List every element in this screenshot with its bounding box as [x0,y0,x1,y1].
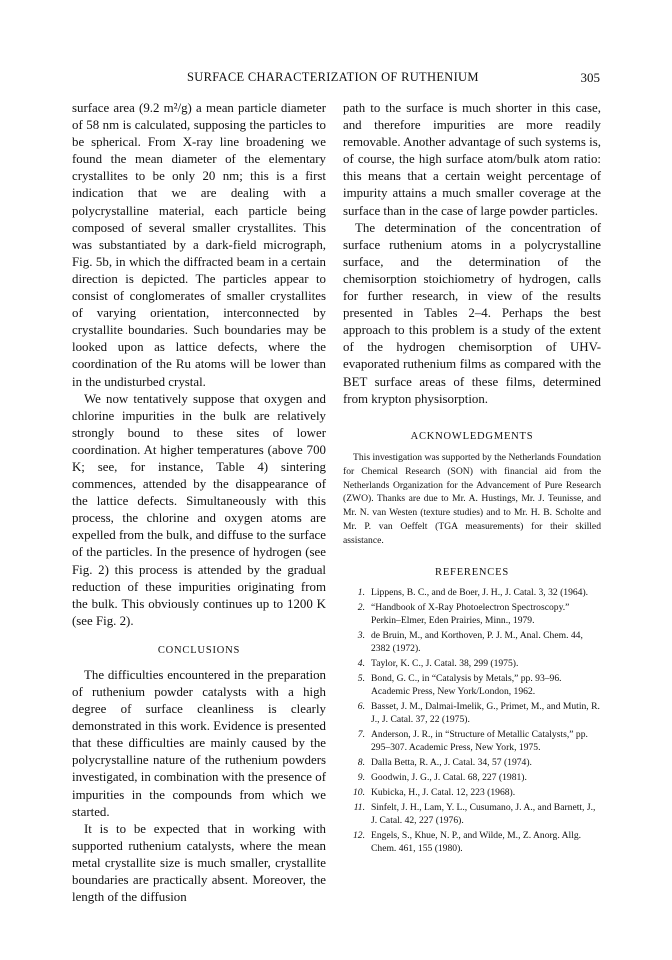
running-title: SURFACE CHARACTERIZATION OF RUTHENIUM [187,70,479,84]
reference-text: Bond, G. C., in “Catalysis by Metals,” pp. 93–96. Academic Press, New York/London, 1962. [371,673,562,697]
body-paragraph: surface area (9.2 m²/g) a mean particle diameter of 58 nm is calculated, supposing the particles to be spherical. From X-ray line broadening we found the mean diameter of the elementary crystallites to be only 20 nm; this is a first indication that we are dealing with a polycrystalline material, each particle being composed of several smaller crystallites. This was substantiated by a dark-field micrograph, Fig. 5b, in which the diffracted beam in a certain direction is depicted. The particles appear to consist of conglomerates of smaller crystallites of varying orientation, interconnected by crystallite boundaries. Such boundaries may be looked upon as lattice defects, where the coordination of the Ru atoms will be lower than in the undisturbed crystal. [72,101,326,389]
reference-number: 11. [353,801,365,813]
reference-number: 8. [357,756,365,768]
reference-text: Basset, J. M., Dalmai-Imelik, G., Primet, M., and Mutin, R. J., J. Catal. 37, 22 (1975). [371,700,600,725]
reference-item [343,830,601,856]
reference-item [343,757,601,770]
reference-number: 2. [357,602,365,614]
page-number: 305 [580,70,600,85]
reference-number: 10. [353,786,365,798]
reference-text: Sinfelt, J. H., Lam, Y. L., Cusumano, J. A., and Barnett, J., J. Catal. 42, 227 (1976). [371,801,596,826]
reference-text: Goodwin, J. G., J. Catal. 68, 227 (1981). [371,771,527,783]
body-paragraph: The difficulties encountered in the preparation of ruthenium powder catalysts with a high degree of surface cleanliness is clearly demonstrated in this work. Evidence is presented that these difficulties are mainly caused by the polycrystalline nature of the ruthenium powders investigated, in combination with the presence of impurities in the compounds from which we started. [72,667,326,819]
body-paragraph: The determination of the concentration of surface ruthenium atoms in a polycrystalline surface, and the determination of the chemisorption stoichiometry of hydrogen, calls for further research, in view of the results presented in Tables 2–4. Perhaps the best approach to this problem is a study of the extent of the hydrogen chemisorption of UHV-evaporated ruthenium films as compared with the BET surface areas of these films, determined from krypton physisorption. [343,220,601,406]
references-heading: REFERENCES [435,567,509,579]
reference-text: Kubicka, H., J. Catal. 12, 223 (1968). [371,786,516,798]
reference-item [343,787,601,800]
reference-item [343,701,601,727]
reference-text: Dalla Betta, R. A., J. Catal. 34, 57 (1974). [371,756,532,768]
reference-item [343,658,601,671]
acknowledgments-text: This investigation was supported by the Netherlands Foundation for Chemical Research (SON) with financial aid from the Netherlands Organization for the Advancement of Pure Research (ZWO). Thanks are due to Mr. A. Hustings, Mr. J. Teunisse, and Mr. N. van Westen (texture studies) and to Mr. H. B. Scholte and Mr. P. van Oeffelt (TGA measurements) for their skilled assistance. [343,451,601,547]
reference-item [343,587,601,600]
reference-item [343,673,601,699]
reference-item [343,802,601,828]
reference-item [343,772,601,785]
reference-text: Lippens, B. C., and de Boer, J. H., J. Catal. 3, 32 (1964). [371,587,589,599]
reference-number: 5. [357,673,365,684]
conclusions-heading: CONCLUSIONS [157,644,241,656]
reference-number: 7. [357,728,365,740]
reference-number: 4. [357,657,365,669]
right-column [343,100,601,858]
left-column [72,100,326,906]
reference-text: Anderson, J. R., in “Structure of Metallic Catalysts,” pp. 295–307. Academic Press, New York, 1975. [371,728,588,753]
reference-number: 9. [357,771,365,783]
reference-number: 6. [357,700,365,712]
reference-text: Engels, S., Khue, N. P., and Wilde, M., Z. Anorg. Allg. Chem. 461, 155 (1980). [371,829,582,854]
references-list [343,587,601,855]
body-paragraph: path to the surface is much shorter in this case, and therefore impurities are more readily removable. Another advantage of such systems is, of course, the high surface atom/bulk atom ratio: this means that a certain weight percentage of impurity attains a much smaller coverage at the surface than in the case of large powder particles. [343,101,601,218]
reference-item [343,630,601,656]
reference-text: de Bruin, M., and Korthoven, P. J. M., Anal. Chem. 44, 2382 (1972). [371,630,583,654]
body-paragraph: We now tentatively suppose that oxygen and chlorine impurities in the bulk are relatively strongly bound to these sites of lower coordination. At higher temperatures (above 700 K; see, for instance, Table 4) sintering commences, attended by the disappearance of the lattice defects. Simultaneously with this process, the chlorine and oxygen atoms are expelled from the bulk, and diffuse to the surface of the particles. In the presence of hydrogen (see Fig. 2) this process is attended by the gradual reduction of these impurities originating from the bulk. This obviously continues up to 1200 K (see Fig. 2). [72,391,326,628]
reference-number: 1. [357,587,365,599]
reference-item [343,602,601,628]
acknowledgments-heading: ACKNOWLEDGMENTS [410,430,534,442]
running-header [72,70,600,90]
reference-item [343,729,601,755]
reference-text: “Handbook of X-Ray Photoelectron Spectroscopy.” Perkin–Elmer, Eden Prairies, Minn., 1979. [371,602,570,626]
reference-text: Taylor, K. C., J. Catal. 38, 299 (1975). [371,657,519,669]
body-paragraph: It is to be expected that in working with supported ruthenium catalysts, where the mean metal crystallite size is much smaller, crystallite boundaries are practically absent. Moreover, the length of the diffusion [72,821,326,905]
reference-number: 3. [357,630,365,642]
reference-number: 12. [353,829,365,841]
